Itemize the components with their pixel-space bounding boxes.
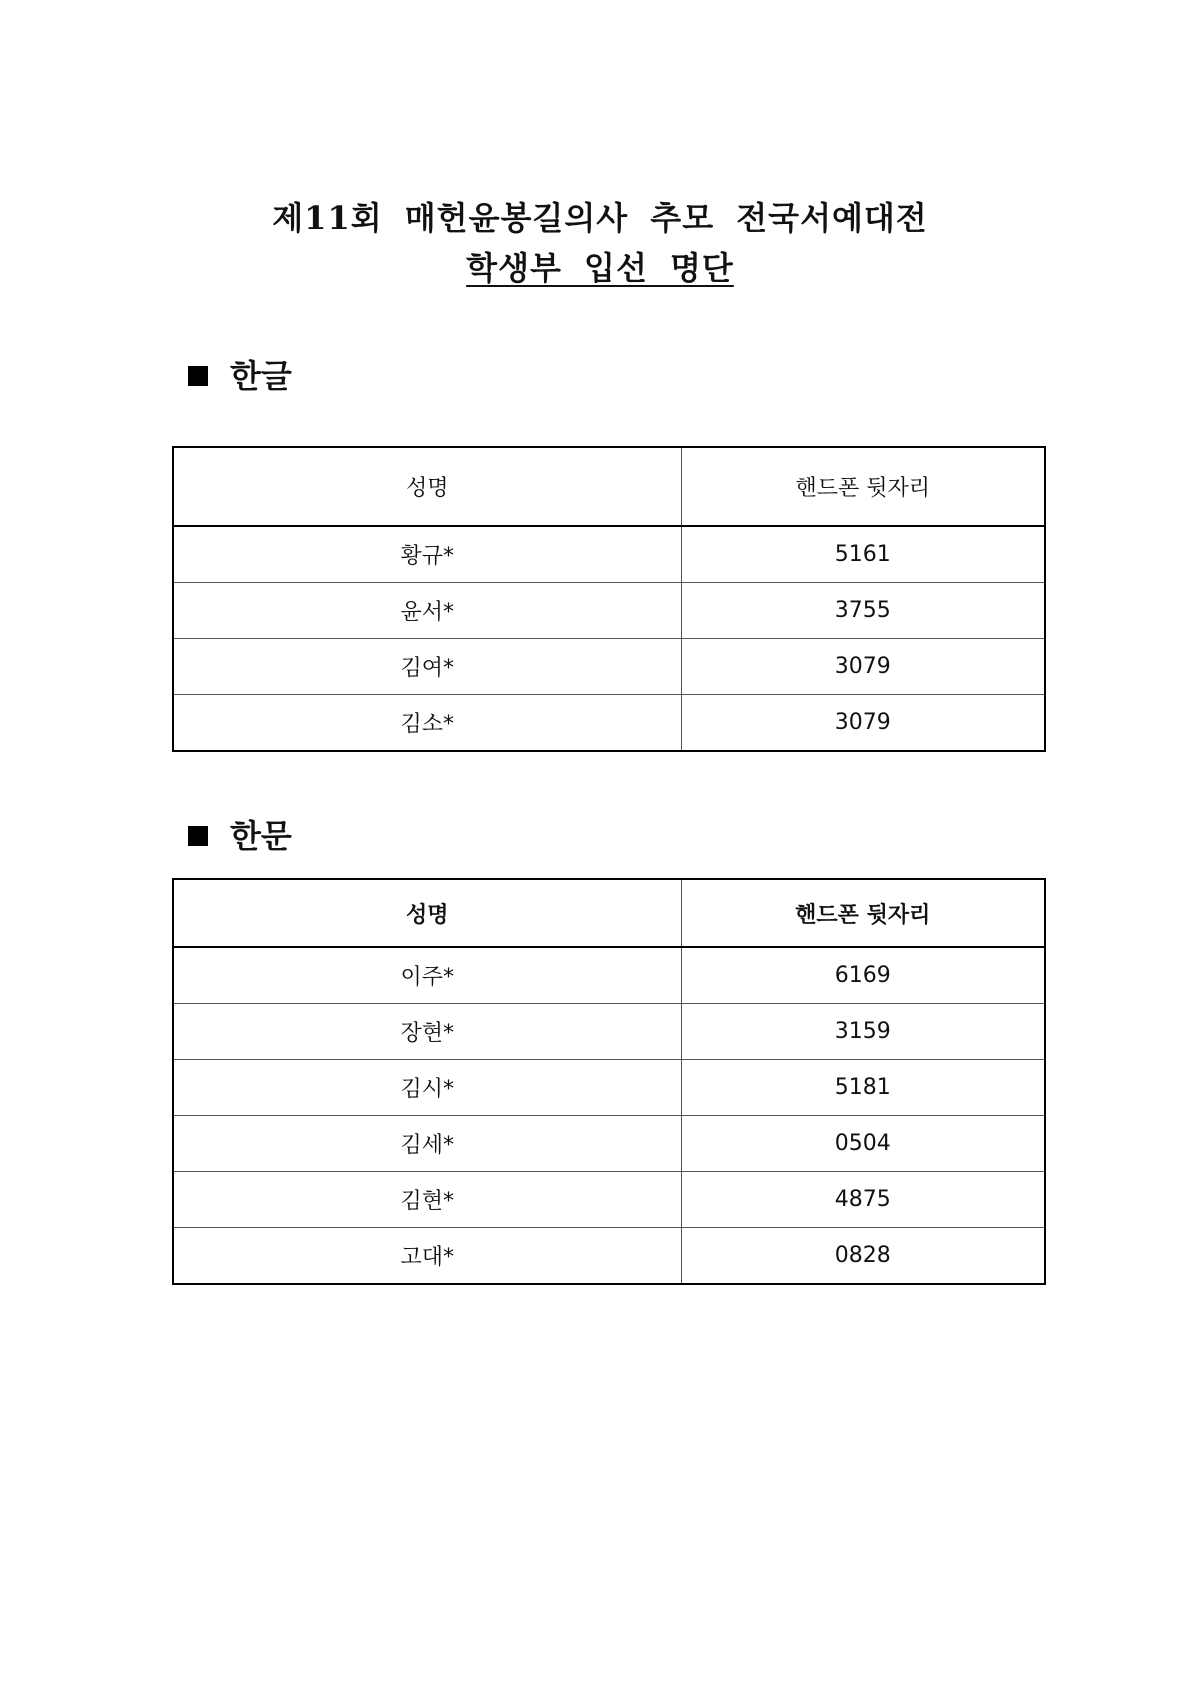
- table-row: [173, 695, 1045, 752]
- square-bullet-icon: [188, 366, 208, 386]
- section-heading-label: 한문: [230, 817, 292, 855]
- table-row: [173, 639, 1045, 695]
- cell-name: 윤서*: [173, 583, 681, 639]
- cell-name: 이주*: [173, 947, 681, 1004]
- winners-table-hangul: [172, 446, 1046, 752]
- table-row: [173, 1172, 1045, 1228]
- table-row: [173, 1116, 1045, 1172]
- cell-name: 고대*: [173, 1228, 681, 1285]
- column-header-name: 성명: [173, 879, 681, 947]
- cell-phone: 3159: [681, 1004, 1045, 1060]
- section-heading-hanmun: [188, 816, 292, 856]
- table-row: [173, 1228, 1045, 1285]
- cell-phone: 3079: [681, 639, 1045, 695]
- cell-phone: 4875: [681, 1172, 1045, 1228]
- cell-name: 김여*: [173, 639, 681, 695]
- document-title: 제11회 매헌윤봉길의사 추모 전국서예대전: [272, 199, 928, 237]
- square-bullet-icon: [188, 826, 208, 846]
- table-header-row: [173, 879, 1045, 947]
- cell-phone: 0828: [681, 1228, 1045, 1285]
- winners-table-hanmun: [172, 878, 1046, 1285]
- cell-name: 황규*: [173, 526, 681, 583]
- cell-phone: 3079: [681, 695, 1045, 752]
- cell-phone: 0504: [681, 1116, 1045, 1172]
- document-subtitle: 학생부 입선 명단: [466, 249, 734, 287]
- table-row: [173, 583, 1045, 639]
- section-heading-label: 한글: [230, 357, 292, 395]
- table-row: [173, 1060, 1045, 1116]
- cell-phone: 3755: [681, 583, 1045, 639]
- column-header-name: 성명: [173, 447, 681, 526]
- cell-name: 김현*: [173, 1172, 681, 1228]
- cell-phone: 6169: [681, 947, 1045, 1004]
- column-header-phone: 핸드폰 뒷자리: [681, 447, 1045, 526]
- table-row: [173, 947, 1045, 1004]
- cell-name: 김소*: [173, 695, 681, 752]
- cell-phone: 5181: [681, 1060, 1045, 1116]
- table-header-row: [173, 447, 1045, 526]
- cell-name: 장현*: [173, 1004, 681, 1060]
- column-header-phone: 핸드폰 뒷자리: [681, 879, 1045, 947]
- cell-phone: 5161: [681, 526, 1045, 583]
- section-heading-hangul: [188, 356, 292, 396]
- title-block: [0, 196, 1200, 290]
- cell-name: 김세*: [173, 1116, 681, 1172]
- table-row: [173, 526, 1045, 583]
- cell-name: 김시*: [173, 1060, 681, 1116]
- table-row: [173, 1004, 1045, 1060]
